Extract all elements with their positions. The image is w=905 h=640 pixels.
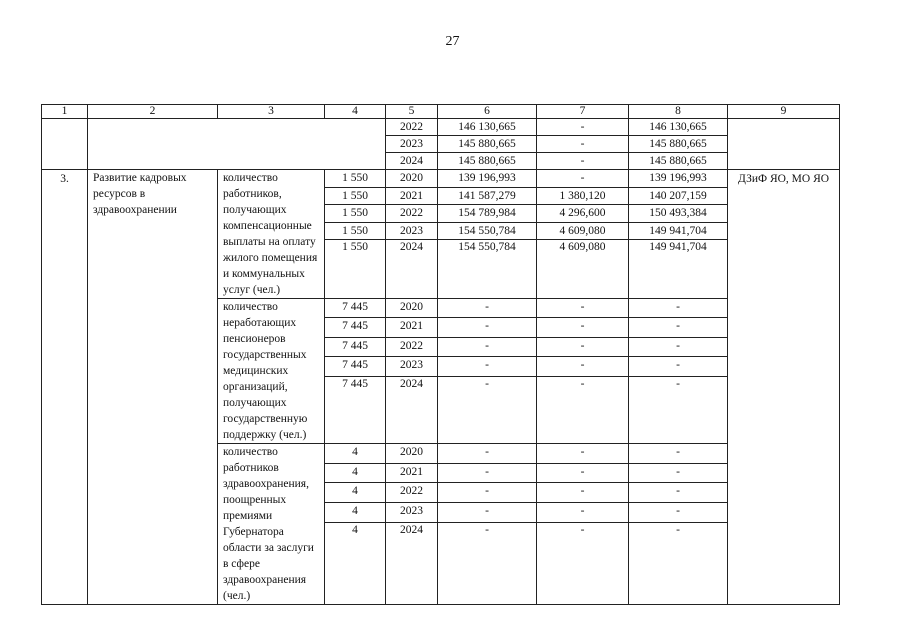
page-number: 27 [445, 34, 460, 49]
federal-cell: - [537, 299, 629, 318]
indicator-value: 1 550 [325, 187, 386, 205]
total-cell: - [438, 337, 537, 356]
empty-cell [88, 119, 386, 170]
federal-cell: 1 380,120 [537, 187, 629, 205]
indicator-value: 1 550 [325, 170, 386, 188]
total-cell: - [438, 463, 537, 483]
federal-cell: - [537, 522, 629, 604]
year-cell: 2020 [386, 444, 438, 464]
total-cell: 154 789,984 [438, 205, 537, 223]
total-cell: 139 196,993 [438, 170, 537, 188]
section-number: 3. [42, 170, 88, 605]
executor-cell: ДЗиФ ЯО, МО ЯО [728, 170, 840, 605]
year-cell: 2023 [386, 503, 438, 523]
section-name: Развитие кадровых ресурсов в здравоохранении [88, 170, 218, 605]
total-cell: - [438, 357, 537, 376]
year-cell: 2022 [386, 483, 438, 503]
federal-cell: - [537, 136, 629, 153]
federal-cell: - [537, 153, 629, 170]
year-cell: 2022 [386, 205, 438, 223]
regional-cell: - [629, 299, 728, 318]
indicator-value: 1 550 [325, 222, 386, 240]
header-row [42, 105, 840, 119]
year-cell: 2022 [386, 119, 438, 136]
total-cell: - [438, 299, 537, 318]
federal-cell: - [537, 444, 629, 464]
federal-cell: - [537, 170, 629, 188]
regional-cell: 149 941,704 [629, 240, 728, 299]
year-cell: 2024 [386, 153, 438, 170]
total-cell: - [438, 522, 537, 604]
header-cell: 1 [42, 105, 88, 119]
indicator-value: 4 [325, 503, 386, 523]
regional-cell: 139 196,993 [629, 170, 728, 188]
program-table [41, 104, 840, 605]
total-cell: - [438, 483, 537, 503]
header-cell: 5 [386, 105, 438, 119]
year-cell: 2023 [386, 136, 438, 153]
regional-cell: - [629, 522, 728, 604]
indicator-value: 1 550 [325, 240, 386, 299]
indicator-value: 7 445 [325, 299, 386, 318]
header-cell: 9 [728, 105, 840, 119]
total-cell: 145 880,665 [438, 153, 537, 170]
year-cell: 2020 [386, 170, 438, 188]
indicator-value: 1 550 [325, 205, 386, 223]
year-cell: 2023 [386, 357, 438, 376]
federal-cell: 4 609,080 [537, 222, 629, 240]
regional-cell: - [629, 503, 728, 523]
year-cell: 2023 [386, 222, 438, 240]
total-cell: - [438, 376, 537, 443]
regional-cell: - [629, 357, 728, 376]
regional-cell: - [629, 463, 728, 483]
federal-cell: - [537, 357, 629, 376]
indicator-name: количество работников, получающих компенсационные выплаты на оплату жилого помещения и коммунальных услуг (чел.) [218, 170, 325, 299]
federal-cell: - [537, 463, 629, 483]
total-cell: 154 550,784 [438, 222, 537, 240]
year-cell: 2021 [386, 318, 438, 337]
total-cell: - [438, 318, 537, 337]
header-cell: 8 [629, 105, 728, 119]
indicator-name: количество работников здравоохранения, поощренных премиями Губернатора области за заслуги в сфере здравоохранения (чел.) [218, 444, 325, 605]
regional-cell: - [629, 337, 728, 356]
total-cell: - [438, 503, 537, 523]
indicator-value: 4 [325, 463, 386, 483]
year-cell: 2020 [386, 299, 438, 318]
year-cell: 2024 [386, 522, 438, 604]
total-cell: - [438, 444, 537, 464]
table-row [42, 170, 840, 188]
regional-cell: 140 207,159 [629, 187, 728, 205]
indicator-value: 4 [325, 483, 386, 503]
regional-cell: 145 880,665 [629, 153, 728, 170]
indicator-name: количество неработающих пенсионеров государственных медицинских организаций, получающих государственную поддержку (чел.) [218, 299, 325, 444]
year-cell: 2024 [386, 240, 438, 299]
year-cell: 2021 [386, 463, 438, 483]
regional-cell: - [629, 318, 728, 337]
indicator-value: 4 [325, 522, 386, 604]
regional-cell: 145 880,665 [629, 136, 728, 153]
table-row [42, 119, 840, 136]
regional-cell: 150 493,384 [629, 205, 728, 223]
indicator-value: 7 445 [325, 318, 386, 337]
federal-cell: - [537, 376, 629, 443]
regional-cell: - [629, 376, 728, 443]
empty-cell [728, 119, 840, 170]
header-cell: 7 [537, 105, 629, 119]
header-cell: 3 [218, 105, 325, 119]
federal-cell: 4 296,600 [537, 205, 629, 223]
header-cell: 2 [88, 105, 218, 119]
indicator-value: 4 [325, 444, 386, 464]
empty-cell [42, 119, 88, 170]
year-cell: 2021 [386, 187, 438, 205]
federal-cell: - [537, 318, 629, 337]
indicator-value: 7 445 [325, 337, 386, 356]
total-cell: 141 587,279 [438, 187, 537, 205]
year-cell: 2022 [386, 337, 438, 356]
federal-cell: - [537, 337, 629, 356]
indicator-value: 7 445 [325, 357, 386, 376]
header-cell: 4 [325, 105, 386, 119]
total-cell: 145 880,665 [438, 136, 537, 153]
regional-cell: - [629, 444, 728, 464]
federal-cell: - [537, 483, 629, 503]
header-cell: 6 [438, 105, 537, 119]
federal-cell: - [537, 503, 629, 523]
regional-cell: 146 130,665 [629, 119, 728, 136]
total-cell: 154 550,784 [438, 240, 537, 299]
total-cell: 146 130,665 [438, 119, 537, 136]
regional-cell: - [629, 483, 728, 503]
regional-cell: 149 941,704 [629, 222, 728, 240]
federal-cell: 4 609,080 [537, 240, 629, 299]
year-cell: 2024 [386, 376, 438, 443]
indicator-value: 7 445 [325, 376, 386, 443]
federal-cell: - [537, 119, 629, 136]
